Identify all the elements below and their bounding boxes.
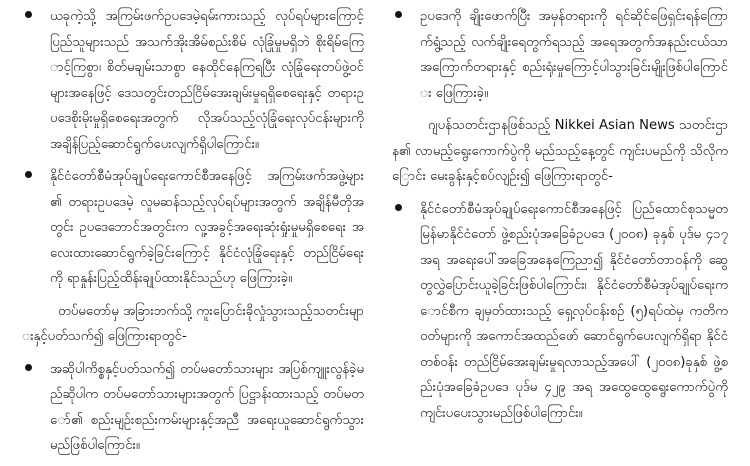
paragraph-text: နိုင်ငံတော်စီမံအုပ်ချုပ်ရေးကောင်စီအနေဖြင့် ပြည်ထောင်စုသမ္မတမြန်မာနိုင်ငံတော် ဖွဲ့စည်းပုံအခြေခံဥပဒေ (၂၀၀၈) ခုနှစ် ပုဒ်မ ၄၁၇ အရ အရေးပေါ်အခြေအနေကြေညာ၍ နိုင်ငံတော်တာဝန်ကို ဆွေတွလွှဲပြောင်းယူခဲ့ခြင်းဖြစ်ပါကြောင်း၊ နိုင်ငံတော်စီမံအုပ်ချုပ်ရေးကောင်စီက ချမှတ်ထားသည့် ရှေ့လုပ်ငန်းစဉ် (၅)ရပ်ထဲမှ ကတိကဝတ်များကို အကောင်အထည်ဖော် ဆောင်ရွက်ပေးလျက်ရှိရာ နိုင်ငံတစ်ဝန်း တည်ငြိမ်အေးချမ်းမှုရလာသည့်အပေါ် (၂၀၀၈)ခုနှစ် ဖွဲ့စည်းပုံအခြေခံဥပဒေ ပုဒ်မ ၄၂၉ အရ အထွေထွေရွေးကောက်ပွဲကို ကျင်းပပေးသွားမည်ဖြစ်ပါကြောင်း။ xyxy=(420,201,728,421)
bullet-icon xyxy=(25,11,32,18)
bullet-icon xyxy=(395,11,402,18)
bullet-icon xyxy=(395,204,402,211)
paragraph-text: ဥပဒေကို ချိုးဖောက်ပြီး အမှန်တရားကို ရင်ဆိုင်ဖြေရှင်းရန်ကြောက်ရွံ့သည့် လက်ချိုးရေတွက်ရသည့် အရေအတွက်အနည်းငယ်သာ အကြောက်တရားနှင့် စည်းရုံးမှုကြောင့်ပါသွားခြင်းမျိုးဖြစ်ပါကြောင်း ဖြေကြားခဲ့။ xyxy=(420,9,728,101)
bullet-icon xyxy=(25,364,32,371)
right-column xyxy=(392,4,728,433)
left-column xyxy=(22,4,364,466)
list-item xyxy=(392,4,728,106)
paragraph-text: ဂျပန်သတင်းဌာနဖြစ်သည့် Nikkei Asian News သတင်းဌာန၏ လာမည့်ရွေးကောက်ပွဲကို မည်သည့်နေ့တွင် ကျင်းပမည်ကို သိလိုကြောင်း မေးခွန်းနှင့်စပ်လျဉ်း၍ ဖြေကြားရာတွင်- xyxy=(392,118,728,184)
paragraph-text: ယခုကဲ့သို့ အကြမ်းဖက်ဥပဒေမဲ့ရမ်းကားသည့် လုပ်ရပ်များကြောင့် ပြည်သူများသည် အသက်အိုးအိမ်စည်းစိမ် လုံခြုံမှုမရှိဘဲ စိုးရိမ်ကြောင့်ကြစွာ၊ စိတ်မချမ်းသာစွာ နေထိုင်နေကြရပြီး လုံခြုံရေးတပ်ဖွဲ့ဝင်များအနေဖြင့် ဒေသတွင်းတည်ငြိမ်အေးချမ်းမှုရရှိစေရေးနှင့် တရားဥပဒေစိုးမိုးမှုရှိစေရေးအတွက် လိုအပ်သည့်လုံခြုံရေးလုပ်ငန်းများကို အချိန်ပြည့်ဆောင်ရွက်ပေးလျက်ရှိပါကြောင်း။ xyxy=(50,9,364,152)
paragraph-text: နိုင်ငံတော်စီမံအုပ်ချုပ်ရေးကောင်စီအနေဖြင့် အကြမ်းဖက်အဖွဲ့များ၏ တရားဥပဒေမဲ့ လူမဆန်သည့်လုပ်ရပ်များအတွက် အချိန်မီတိုအတွင်း ဥပဒေဘောင်အတွင်းက လူ့အခွင့်အရေးဆုံးရှုံးမှုမရှိစေရေး အလေးထားဆောင်ရွက်ခဲ့ခြင်းကြောင့် နိုင်ငံလုံခြုံရေးနှင့် တည်ငြိမ်ရေးကို ရာနှုန်းပြည့်ထိန်းချုပ်ထားနိုင်သည်ဟု ဖြေကြားခဲ့။ xyxy=(50,169,364,286)
bullet-icon xyxy=(25,171,32,178)
body-paragraph xyxy=(22,299,364,350)
list-item xyxy=(22,357,364,459)
list-item xyxy=(392,197,728,427)
list-item xyxy=(22,164,364,292)
list-item xyxy=(22,4,364,157)
paragraph-text: တပ်မတော်မှ အခြားဘက်သို့ ကူးပြောင်းခိုလှုံသွားသည့်သတင်းများနှင့်ပတ်သက်၍ ဖြေကြားရာတွင်- xyxy=(22,303,364,344)
paragraph-text: အဆိုပါကိစ္စနှင့်ပတ်သက်၍ တပ်မတော်သားများ အပြစ်ကျူးလွန်ခဲ့မည်ဆိုပါက တပ်မတော်သားများအတွက် ပြဋ္ဌာန်းထားသည့် တပ်မတော်၏ စည်းမျဉ်းစည်းကမ်းများနှင့်အညီ အရေးယူဆောင်ရွက်သွားမည်ဖြစ်ပါကြောင်း။ xyxy=(50,361,364,453)
body-paragraph xyxy=(392,113,728,190)
